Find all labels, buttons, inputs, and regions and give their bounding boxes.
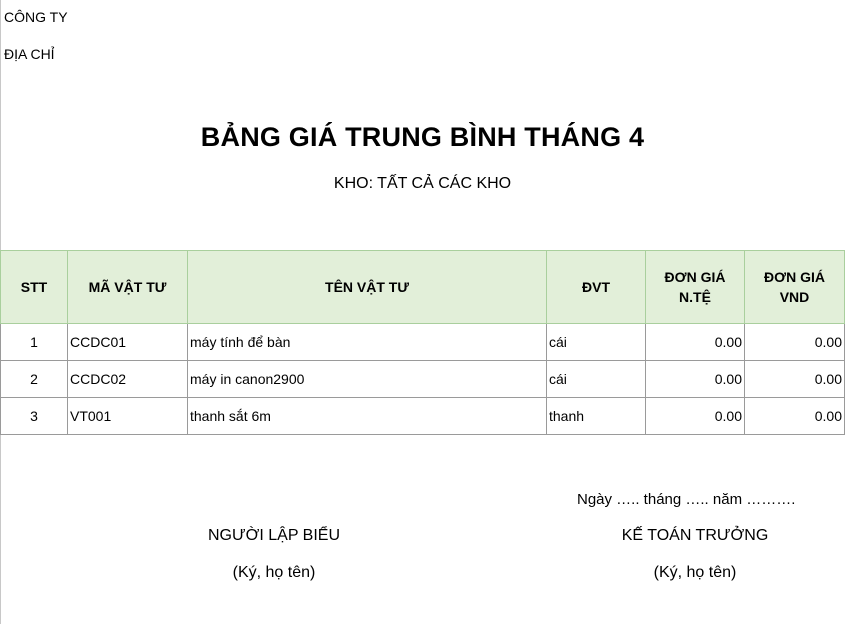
cell-price-vnd[interactable]: 0.00 [745, 361, 845, 398]
report-subtitle: KHO: TẤT CẢ CÁC KHO [333, 175, 512, 192]
column-header-price-fx-line2: N.TỆ [679, 289, 711, 305]
cell-stt[interactable]: 1 [1, 324, 68, 361]
cell-code[interactable]: CCDC01 [68, 324, 188, 361]
column-header-unit: ĐVT [547, 251, 646, 324]
table-row [1, 324, 845, 361]
column-header-price-fx-line1: ĐƠN GIÁ [664, 269, 726, 285]
cell-name[interactable]: máy tính để bàn [188, 324, 547, 361]
column-header-price-vnd-line1: ĐƠN GIÁ [764, 269, 825, 285]
column-header-price-vnd [745, 251, 845, 324]
cell-stt[interactable]: 3 [1, 398, 68, 435]
column-header-price-fx [646, 251, 745, 324]
chief-accountant-title: KẾ TOÁN TRƯỞNG [621, 527, 769, 544]
cell-code[interactable]: VT001 [68, 398, 188, 435]
price-table [0, 250, 845, 435]
company-label: CÔNG TY [4, 9, 68, 25]
preparer-sign-note: (Ký, họ tên) [232, 564, 316, 581]
cell-name[interactable]: máy in canon2900 [188, 361, 547, 398]
preparer-title: NGƯỜI LẬP BIỂU [207, 527, 340, 544]
column-header-price-vnd-line2: VND [779, 289, 810, 305]
report-title: BẢNG GIÁ TRUNG BÌNH THÁNG 4 [200, 122, 645, 152]
table-row [1, 398, 845, 435]
date-line: Ngày ….. tháng ….. năm ………. [577, 491, 796, 508]
cell-unit[interactable]: thanh [547, 398, 646, 435]
column-header-stt: STT [1, 251, 68, 324]
cell-unit[interactable]: cái [547, 324, 646, 361]
column-header-name: TÊN VẬT TƯ [188, 251, 547, 324]
cell-price-vnd[interactable]: 0.00 [745, 324, 845, 361]
cell-code[interactable]: CCDC02 [68, 361, 188, 398]
chief-accountant-sign-note: (Ký, họ tên) [653, 564, 737, 581]
cell-unit[interactable]: cái [547, 361, 646, 398]
cell-price-fx[interactable]: 0.00 [646, 361, 745, 398]
cell-price-vnd[interactable]: 0.00 [745, 398, 845, 435]
cell-price-fx[interactable]: 0.00 [646, 398, 745, 435]
cell-price-fx[interactable]: 0.00 [646, 324, 745, 361]
address-label: ĐỊA CHỈ [4, 46, 55, 62]
cell-stt[interactable]: 2 [1, 361, 68, 398]
cell-name[interactable]: thanh sắt 6m [188, 398, 547, 435]
column-header-code: MÃ VẬT TƯ [68, 251, 188, 324]
table-header-row [1, 251, 845, 324]
table-row [1, 361, 845, 398]
